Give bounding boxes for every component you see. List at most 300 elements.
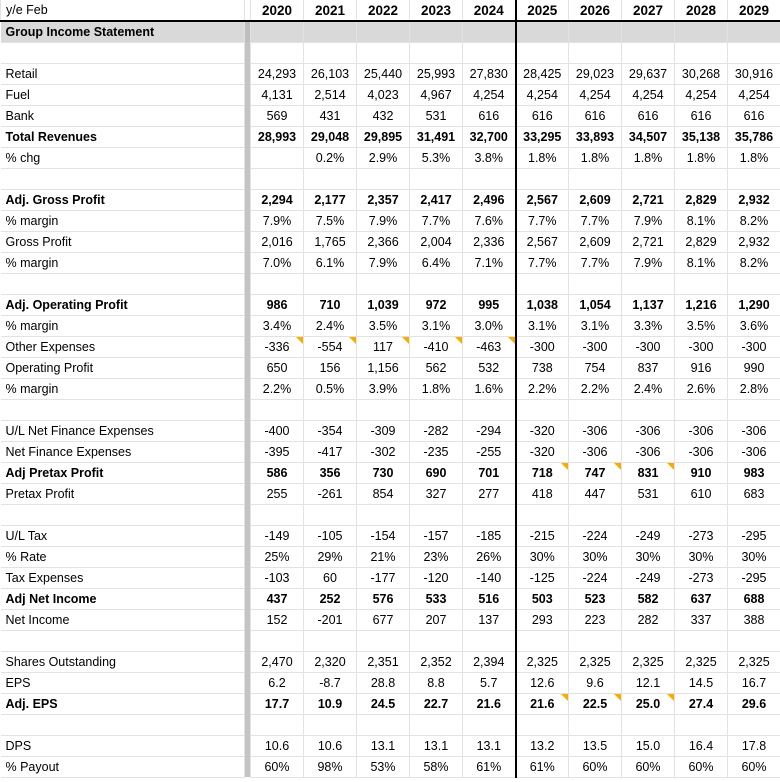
cell-2023[interactable]: -410 (410, 336, 463, 357)
cell-2025[interactable]: 2,567 (516, 189, 569, 210)
cell-2021[interactable] (304, 630, 357, 651)
cell-2029[interactable] (728, 42, 780, 63)
cell-2020[interactable]: -400 (251, 420, 304, 441)
cell-2020[interactable]: 569 (251, 105, 304, 126)
cell-2024[interactable]: 5.7 (463, 672, 516, 693)
cell-2020[interactable]: 2,294 (251, 189, 304, 210)
cell-2021[interactable]: -8.7 (304, 672, 357, 693)
cell-2025[interactable]: 4,254 (516, 84, 569, 105)
cell-2023[interactable] (410, 399, 463, 420)
cell-2021[interactable]: 356 (304, 462, 357, 483)
cell-2026[interactable]: 33,893 (569, 126, 622, 147)
cell-2023[interactable]: 533 (410, 588, 463, 609)
row-label[interactable] (1, 504, 245, 525)
cell-2024[interactable]: 2,496 (463, 189, 516, 210)
cell-2022[interactable] (357, 714, 410, 735)
cell-2025[interactable]: 2.2% (516, 378, 569, 399)
cell-2028[interactable] (675, 399, 728, 420)
cell-2021[interactable] (304, 399, 357, 420)
row-label[interactable]: U/L Tax (1, 525, 245, 546)
cell-2028[interactable] (675, 273, 728, 294)
cell-2027[interactable]: -300 (622, 336, 675, 357)
cell-2024[interactable] (463, 399, 516, 420)
row-label[interactable]: Shares Outstanding (1, 651, 245, 672)
cell-2026[interactable]: 9.6 (569, 672, 622, 693)
cell-2028[interactable]: 337 (675, 609, 728, 630)
cell-2024[interactable] (463, 714, 516, 735)
cell-2028[interactable]: 910 (675, 462, 728, 483)
cell-2024[interactable] (463, 273, 516, 294)
cell-2024[interactable]: 516 (463, 588, 516, 609)
cell-2026[interactable]: 447 (569, 483, 622, 504)
cell-2029[interactable] (728, 630, 780, 651)
cell-2023[interactable]: 1.8% (410, 378, 463, 399)
row-label[interactable]: Adj Pretax Profit (1, 462, 245, 483)
cell-2020[interactable] (251, 504, 304, 525)
cell-2026[interactable]: 1.8% (569, 147, 622, 168)
cell-2020[interactable] (251, 147, 304, 168)
row-label[interactable]: DPS (1, 735, 245, 756)
cell-2021[interactable]: 2,320 (304, 651, 357, 672)
cell-2022[interactable]: -309 (357, 420, 410, 441)
cell-2020[interactable]: 6.2 (251, 672, 304, 693)
cell-2028[interactable] (675, 42, 728, 63)
cell-2024[interactable]: 995 (463, 294, 516, 315)
cell-2021[interactable] (304, 504, 357, 525)
cell-2025[interactable]: -125 (516, 567, 569, 588)
cell-2026[interactable] (569, 21, 622, 42)
column-header-2028[interactable]: 2028 (675, 0, 728, 21)
cell-2020[interactable]: 10.6 (251, 735, 304, 756)
cell-2021[interactable]: -105 (304, 525, 357, 546)
cell-2023[interactable]: 972 (410, 294, 463, 315)
row-label[interactable] (1, 399, 245, 420)
cell-2024[interactable]: 27,830 (463, 63, 516, 84)
cell-2025[interactable]: 718 (516, 462, 569, 483)
cell-2023[interactable] (410, 504, 463, 525)
cell-2027[interactable]: 60% (622, 756, 675, 777)
cell-2029[interactable]: 3.6% (728, 315, 780, 336)
cell-2020[interactable]: 25% (251, 546, 304, 567)
cell-2026[interactable]: 30% (569, 546, 622, 567)
row-label[interactable] (1, 42, 245, 63)
cell-2027[interactable]: 29,637 (622, 63, 675, 84)
cell-2024[interactable]: 7.6% (463, 210, 516, 231)
cell-2028[interactable]: 2,829 (675, 231, 728, 252)
cell-2021[interactable]: 10.6 (304, 735, 357, 756)
cell-2021[interactable] (304, 42, 357, 63)
comment-indicator-icon[interactable] (614, 694, 621, 701)
cell-2024[interactable]: 61% (463, 756, 516, 777)
cell-2029[interactable]: 16.7 (728, 672, 780, 693)
cell-2021[interactable] (304, 21, 357, 42)
cell-2024[interactable]: -294 (463, 420, 516, 441)
cell-2028[interactable]: 2.6% (675, 378, 728, 399)
cell-2027[interactable]: 7.9% (622, 252, 675, 273)
cell-2029[interactable]: 17.8 (728, 735, 780, 756)
cell-2023[interactable]: 23% (410, 546, 463, 567)
cell-2022[interactable]: 4,023 (357, 84, 410, 105)
cell-2024[interactable]: 21.6 (463, 693, 516, 714)
cell-2026[interactable]: 2,609 (569, 231, 622, 252)
cell-2023[interactable] (410, 630, 463, 651)
cell-2029[interactable]: 2,325 (728, 651, 780, 672)
row-label[interactable]: U/L Net Finance Expenses (1, 420, 245, 441)
cell-2027[interactable]: 1,137 (622, 294, 675, 315)
cell-2025[interactable] (516, 504, 569, 525)
cell-2020[interactable]: 24,293 (251, 63, 304, 84)
cell-2027[interactable]: 3.3% (622, 315, 675, 336)
comment-indicator-icon[interactable] (349, 337, 356, 344)
cell-2022[interactable]: 7.9% (357, 210, 410, 231)
cell-2020[interactable]: 17.7 (251, 693, 304, 714)
cell-2027[interactable]: 25.0 (622, 693, 675, 714)
cell-2020[interactable] (251, 399, 304, 420)
cell-2028[interactable]: -306 (675, 420, 728, 441)
cell-2022[interactable]: 25,440 (357, 63, 410, 84)
cell-2028[interactable]: -300 (675, 336, 728, 357)
cell-2022[interactable]: 432 (357, 105, 410, 126)
cell-2024[interactable] (463, 504, 516, 525)
cell-2021[interactable] (304, 168, 357, 189)
cell-2021[interactable]: 29% (304, 546, 357, 567)
cell-2027[interactable] (622, 399, 675, 420)
cell-2028[interactable]: 14.5 (675, 672, 728, 693)
row-label[interactable]: Tax Expenses (1, 567, 245, 588)
cell-2021[interactable]: 60 (304, 567, 357, 588)
cell-2028[interactable]: 16.4 (675, 735, 728, 756)
cell-2026[interactable]: 13.5 (569, 735, 622, 756)
cell-2028[interactable]: 2,829 (675, 189, 728, 210)
cell-2028[interactable] (675, 630, 728, 651)
cell-2022[interactable]: 2.9% (357, 147, 410, 168)
cell-2027[interactable]: 12.1 (622, 672, 675, 693)
cell-2025[interactable] (516, 273, 569, 294)
cell-2023[interactable] (410, 273, 463, 294)
cell-2028[interactable]: 3.5% (675, 315, 728, 336)
cell-2022[interactable]: 2,357 (357, 189, 410, 210)
cell-2027[interactable]: 2,325 (622, 651, 675, 672)
cell-2024[interactable]: 616 (463, 105, 516, 126)
cell-2026[interactable]: 1,054 (569, 294, 622, 315)
cell-2020[interactable]: -149 (251, 525, 304, 546)
cell-2023[interactable]: 8.8 (410, 672, 463, 693)
cell-2025[interactable]: -215 (516, 525, 569, 546)
cell-2024[interactable]: 277 (463, 483, 516, 504)
cell-2023[interactable]: 2,352 (410, 651, 463, 672)
cell-2022[interactable] (357, 504, 410, 525)
cell-2028[interactable]: 8.1% (675, 210, 728, 231)
cell-2025[interactable]: 7.7% (516, 252, 569, 273)
cell-2027[interactable]: 616 (622, 105, 675, 126)
cell-2028[interactable] (675, 21, 728, 42)
comment-indicator-icon[interactable] (667, 694, 674, 701)
row-label[interactable] (1, 168, 245, 189)
cell-2025[interactable]: 293 (516, 609, 569, 630)
cell-2024[interactable]: -463 (463, 336, 516, 357)
cell-2023[interactable]: 6.4% (410, 252, 463, 273)
row-label[interactable]: Adj. Operating Profit (1, 294, 245, 315)
cell-2028[interactable]: -273 (675, 525, 728, 546)
cell-2029[interactable]: 29.6 (728, 693, 780, 714)
cell-2023[interactable]: 58% (410, 756, 463, 777)
cell-2021[interactable]: 29,048 (304, 126, 357, 147)
cell-2021[interactable]: 10.9 (304, 693, 357, 714)
cell-2026[interactable]: -306 (569, 420, 622, 441)
cell-2024[interactable]: 1.6% (463, 378, 516, 399)
column-header-2029[interactable]: 2029 (728, 0, 780, 21)
cell-2028[interactable]: 610 (675, 483, 728, 504)
cell-2024[interactable]: 4,254 (463, 84, 516, 105)
cell-2021[interactable] (304, 273, 357, 294)
cell-2025[interactable] (516, 399, 569, 420)
cell-2028[interactable] (675, 504, 728, 525)
cell-2029[interactable]: 30,916 (728, 63, 780, 84)
cell-2029[interactable]: 688 (728, 588, 780, 609)
cell-2028[interactable]: 1.8% (675, 147, 728, 168)
cell-2028[interactable]: 8.1% (675, 252, 728, 273)
cell-2022[interactable]: 53% (357, 756, 410, 777)
cell-2020[interactable] (251, 273, 304, 294)
cell-2028[interactable]: 30% (675, 546, 728, 567)
cell-2027[interactable]: 531 (622, 483, 675, 504)
cell-2020[interactable] (251, 21, 304, 42)
cell-2024[interactable]: 13.1 (463, 735, 516, 756)
cell-2028[interactable]: 616 (675, 105, 728, 126)
cell-2023[interactable]: 25,993 (410, 63, 463, 84)
row-label[interactable] (1, 630, 245, 651)
cell-2020[interactable]: 7.9% (251, 210, 304, 231)
column-header-2020[interactable]: 2020 (251, 0, 304, 21)
column-header-2024[interactable]: 2024 (463, 0, 516, 21)
cell-2020[interactable]: -103 (251, 567, 304, 588)
cell-2028[interactable] (675, 714, 728, 735)
cell-2020[interactable]: 650 (251, 357, 304, 378)
cell-2023[interactable]: -282 (410, 420, 463, 441)
row-label[interactable]: % margin (1, 315, 245, 336)
cell-2028[interactable]: 27.4 (675, 693, 728, 714)
cell-2025[interactable] (516, 42, 569, 63)
cell-2025[interactable]: 30% (516, 546, 569, 567)
cell-2024[interactable]: -255 (463, 441, 516, 462)
cell-2029[interactable]: 30% (728, 546, 780, 567)
cell-2026[interactable]: 747 (569, 462, 622, 483)
cell-2022[interactable]: 21% (357, 546, 410, 567)
cell-2028[interactable]: 2,325 (675, 651, 728, 672)
cell-2025[interactable]: 61% (516, 756, 569, 777)
cell-2028[interactable]: 60% (675, 756, 728, 777)
cell-2023[interactable]: 2,417 (410, 189, 463, 210)
cell-2026[interactable]: 2,325 (569, 651, 622, 672)
cell-2027[interactable]: 4,254 (622, 84, 675, 105)
row-label[interactable] (1, 714, 245, 735)
cell-2022[interactable]: 2,351 (357, 651, 410, 672)
comment-indicator-icon[interactable] (561, 694, 568, 701)
cell-2026[interactable]: 754 (569, 357, 622, 378)
cell-2028[interactable]: 4,254 (675, 84, 728, 105)
cell-2023[interactable]: 7.7% (410, 210, 463, 231)
cell-2023[interactable]: -235 (410, 441, 463, 462)
cell-2026[interactable] (569, 273, 622, 294)
cell-2027[interactable]: 34,507 (622, 126, 675, 147)
cell-2023[interactable]: 531 (410, 105, 463, 126)
cell-2026[interactable]: 2,609 (569, 189, 622, 210)
cell-2027[interactable]: 2,721 (622, 231, 675, 252)
cell-2029[interactable]: 4,254 (728, 84, 780, 105)
cell-2021[interactable]: 0.5% (304, 378, 357, 399)
cell-2028[interactable]: 35,138 (675, 126, 728, 147)
cell-2027[interactable]: 831 (622, 462, 675, 483)
cell-2025[interactable]: 21.6 (516, 693, 569, 714)
cell-2025[interactable] (516, 714, 569, 735)
cell-2028[interactable]: -273 (675, 567, 728, 588)
cell-2020[interactable]: 2.2% (251, 378, 304, 399)
cell-2023[interactable]: 207 (410, 609, 463, 630)
cell-2025[interactable]: 13.2 (516, 735, 569, 756)
cell-2025[interactable]: 12.6 (516, 672, 569, 693)
cell-2024[interactable] (463, 630, 516, 651)
row-label[interactable]: Net Income (1, 609, 245, 630)
comment-indicator-icon[interactable] (402, 337, 409, 344)
cell-2021[interactable]: 431 (304, 105, 357, 126)
cell-2020[interactable] (251, 630, 304, 651)
cell-2029[interactable]: -295 (728, 525, 780, 546)
cell-2029[interactable]: 1.8% (728, 147, 780, 168)
cell-2021[interactable]: -354 (304, 420, 357, 441)
cell-2026[interactable]: -224 (569, 525, 622, 546)
cell-2026[interactable]: 22.5 (569, 693, 622, 714)
cell-2022[interactable]: -302 (357, 441, 410, 462)
cell-2022[interactable]: 24.5 (357, 693, 410, 714)
cell-2029[interactable]: 616 (728, 105, 780, 126)
row-label[interactable]: % Rate (1, 546, 245, 567)
cell-2026[interactable] (569, 504, 622, 525)
cell-2021[interactable]: -417 (304, 441, 357, 462)
cell-2027[interactable]: -249 (622, 525, 675, 546)
cell-2022[interactable]: 29,895 (357, 126, 410, 147)
cell-2022[interactable]: 576 (357, 588, 410, 609)
column-header-2022[interactable]: 2022 (357, 0, 410, 21)
cell-2021[interactable]: 2.4% (304, 315, 357, 336)
row-label[interactable]: Retail (1, 63, 245, 84)
cell-2025[interactable]: 738 (516, 357, 569, 378)
cell-2025[interactable]: 2,567 (516, 231, 569, 252)
row-label[interactable]: % margin (1, 252, 245, 273)
cell-2026[interactable]: 4,254 (569, 84, 622, 105)
cell-2022[interactable]: 28.8 (357, 672, 410, 693)
cell-2027[interactable]: -306 (622, 420, 675, 441)
cell-2021[interactable]: 2,514 (304, 84, 357, 105)
row-label[interactable]: % chg (1, 147, 245, 168)
cell-2024[interactable]: 3.0% (463, 315, 516, 336)
cell-2020[interactable] (251, 714, 304, 735)
column-header-2025[interactable]: 2025 (516, 0, 569, 21)
cell-2020[interactable] (251, 42, 304, 63)
column-header-2026[interactable]: 2026 (569, 0, 622, 21)
cell-2021[interactable]: -261 (304, 483, 357, 504)
cell-2024[interactable]: 701 (463, 462, 516, 483)
cell-2022[interactable] (357, 168, 410, 189)
cell-2023[interactable]: 327 (410, 483, 463, 504)
cell-2025[interactable]: 503 (516, 588, 569, 609)
comment-indicator-icon[interactable] (561, 463, 568, 470)
column-header-2023[interactable]: 2023 (410, 0, 463, 21)
cell-2023[interactable]: -120 (410, 567, 463, 588)
cell-2023[interactable]: 690 (410, 462, 463, 483)
cell-2020[interactable]: -395 (251, 441, 304, 462)
comment-indicator-icon[interactable] (296, 337, 303, 344)
cell-2020[interactable]: -336 (251, 336, 304, 357)
cell-2021[interactable]: 7.5% (304, 210, 357, 231)
cell-2025[interactable]: 1.8% (516, 147, 569, 168)
cell-2026[interactable]: -224 (569, 567, 622, 588)
cell-2020[interactable]: 4,131 (251, 84, 304, 105)
row-label[interactable]: Gross Profit (1, 231, 245, 252)
cell-2028[interactable]: 637 (675, 588, 728, 609)
cell-2021[interactable]: 710 (304, 294, 357, 315)
cell-2022[interactable]: 7.9% (357, 252, 410, 273)
row-label[interactable]: Adj Net Income (1, 588, 245, 609)
cell-2029[interactable]: 8.2% (728, 210, 780, 231)
cell-2025[interactable] (516, 630, 569, 651)
cell-2022[interactable] (357, 630, 410, 651)
cell-2026[interactable]: -300 (569, 336, 622, 357)
row-label[interactable]: Bank (1, 105, 245, 126)
cell-2020[interactable]: 2,016 (251, 231, 304, 252)
cell-2020[interactable] (251, 168, 304, 189)
cell-2029[interactable]: 683 (728, 483, 780, 504)
cell-2029[interactable]: 1,290 (728, 294, 780, 315)
cell-2027[interactable] (622, 714, 675, 735)
row-label[interactable]: Net Finance Expenses (1, 441, 245, 462)
cell-2026[interactable]: 523 (569, 588, 622, 609)
cell-2029[interactable]: 983 (728, 462, 780, 483)
cell-2026[interactable]: 223 (569, 609, 622, 630)
cell-2029[interactable]: -306 (728, 441, 780, 462)
cell-2025[interactable]: -320 (516, 420, 569, 441)
cell-2029[interactable]: 388 (728, 609, 780, 630)
row-label[interactable]: EPS (1, 672, 245, 693)
cell-2025[interactable] (516, 168, 569, 189)
cell-2021[interactable]: 26,103 (304, 63, 357, 84)
cell-2024[interactable]: 3.8% (463, 147, 516, 168)
cell-2027[interactable]: 582 (622, 588, 675, 609)
row-label[interactable]: Adj. EPS (1, 693, 245, 714)
cell-2029[interactable] (728, 399, 780, 420)
cell-2022[interactable]: 1,039 (357, 294, 410, 315)
cell-2021[interactable]: 0.2% (304, 147, 357, 168)
cell-2022[interactable] (357, 42, 410, 63)
cell-2023[interactable]: 562 (410, 357, 463, 378)
cell-2023[interactable] (410, 168, 463, 189)
row-label[interactable]: % margin (1, 378, 245, 399)
cell-2022[interactable]: -154 (357, 525, 410, 546)
cell-2025[interactable] (516, 21, 569, 42)
cell-2021[interactable]: 1,765 (304, 231, 357, 252)
cell-2025[interactable]: -320 (516, 441, 569, 462)
cell-2027[interactable]: 30% (622, 546, 675, 567)
column-header-2027[interactable]: 2027 (622, 0, 675, 21)
cell-2029[interactable] (728, 21, 780, 42)
cell-2020[interactable]: 586 (251, 462, 304, 483)
cell-2024[interactable] (463, 21, 516, 42)
cell-2024[interactable]: 2,336 (463, 231, 516, 252)
cell-2024[interactable]: 532 (463, 357, 516, 378)
cell-2025[interactable]: -300 (516, 336, 569, 357)
cell-2029[interactable]: 60% (728, 756, 780, 777)
cell-2029[interactable]: 2.8% (728, 378, 780, 399)
cell-2027[interactable]: -306 (622, 441, 675, 462)
